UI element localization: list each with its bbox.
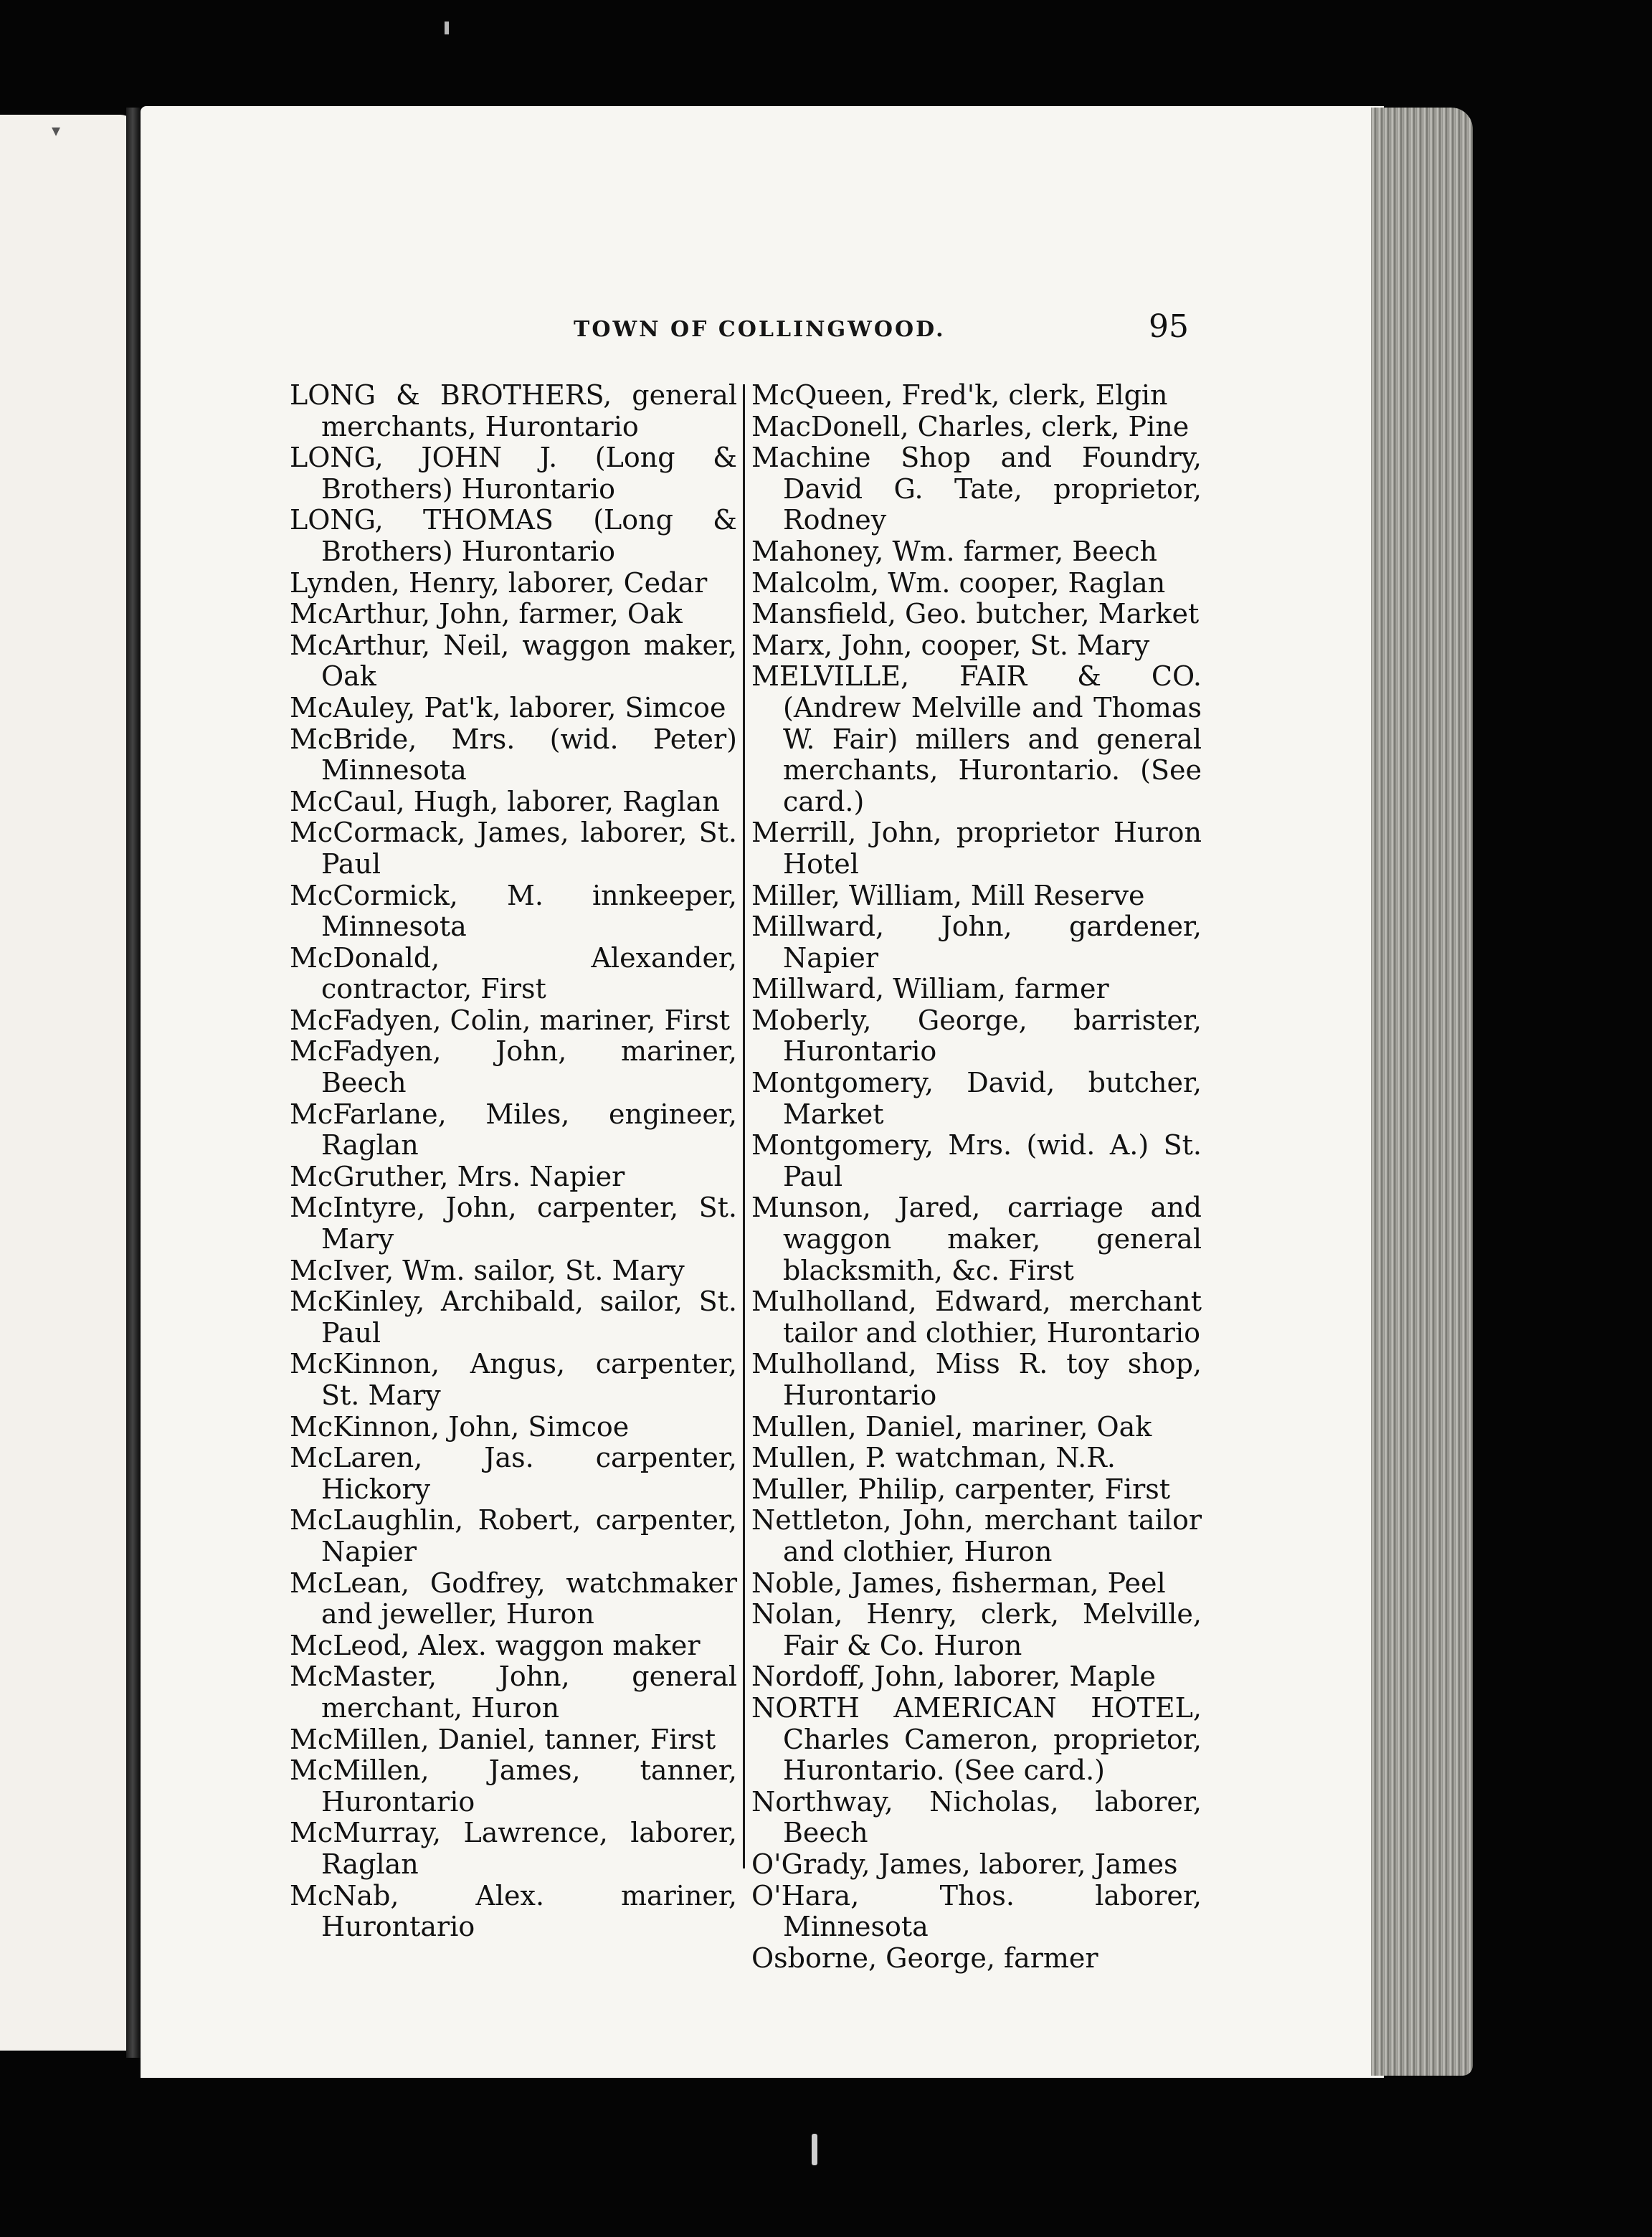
directory-entry: Nolan, Henry, clerk, Melville, Fair & Co. Huron bbox=[751, 1598, 1202, 1661]
directory-entry: McKinley, Archibald, sailor, St. Paul bbox=[290, 1286, 737, 1349]
speck-mark bbox=[445, 22, 449, 34]
directory-entry: McLean, Godfrey, watchmaker and jeweller, Huron bbox=[290, 1567, 737, 1630]
directory-entry: Mulholland, Edward, merchant tailor and clothier, Hurontario bbox=[751, 1286, 1202, 1349]
page-block-edge bbox=[1371, 108, 1473, 2076]
directory-entry: McLaren, Jas. carpenter, Hickory bbox=[290, 1442, 737, 1505]
facing-page-edge bbox=[0, 115, 135, 2051]
directory-entry: Millward, John, gardener, Napier bbox=[751, 911, 1202, 974]
directory-entry: Munson, Jared, carriage and waggon maker, general blacksmith, &c. First bbox=[751, 1192, 1202, 1286]
running-title: TOWN OF COLLINGWOOD. bbox=[574, 317, 946, 342]
directory-entry: McKinnon, Angus, carpenter, St. Mary bbox=[290, 1348, 737, 1411]
directory-entry: McArthur, Neil, waggon maker, Oak bbox=[290, 629, 737, 693]
directory-entry: Lynden, Henry, laborer, Cedar bbox=[290, 566, 708, 599]
directory-entry: McLeod, Alex. waggon maker bbox=[290, 1629, 701, 1661]
directory-entry: McCormack, James, laborer, St. Paul bbox=[290, 817, 737, 880]
directory-entry: Montgomery, Mrs. (wid. A.) St. Paul bbox=[751, 1129, 1202, 1192]
directory-entry: Mansfield, Geo. butcher, Market bbox=[751, 598, 1200, 630]
directory-entry: MacDonell, Charles, clerk, Pine bbox=[751, 410, 1190, 442]
directory-entry: LONG, THOMAS (Long & Brothers) Hurontario bbox=[290, 504, 737, 567]
directory-entry: O'Hara, Thos. laborer, Minnesota bbox=[751, 1879, 1202, 1943]
directory-entry: Machine Shop and Foundry, David G. Tate, proprietor, Rodney bbox=[751, 442, 1202, 536]
directory-entry: McIntyre, John, carpenter, St. Mary bbox=[290, 1192, 737, 1255]
directory-entry: Muller, Philip, carpenter, First bbox=[751, 1473, 1171, 1505]
directory-entry: McBride, Mrs. (wid. Peter) Minnesota bbox=[290, 723, 737, 787]
directory-entry: Osborne, George, farmer bbox=[751, 1942, 1098, 1974]
directory-entry: McMillen, James, tanner, Hurontario bbox=[290, 1754, 737, 1818]
directory-entry: McMurray, Lawrence, laborer, Raglan bbox=[290, 1817, 737, 1880]
directory-entry: Northway, Nicholas, laborer, Beech bbox=[751, 1785, 1202, 1849]
column-divider bbox=[743, 384, 745, 1868]
directory-entry: McFarlane, Miles, engineer, Raglan bbox=[290, 1098, 737, 1162]
directory-entry: Noble, James, fisherman, Peel bbox=[751, 1567, 1166, 1599]
directory-entry: Mahoney, Wm. farmer, Beech bbox=[751, 535, 1157, 567]
directory-entry: LONG, JOHN J. (Long & Brothers) Hurontario bbox=[290, 442, 737, 505]
directory-entry: Marx, John, cooper, St. Mary bbox=[751, 629, 1150, 661]
directory-entry: McMaster, John, general merchant, Huron bbox=[290, 1661, 737, 1724]
directory-entry: McCaul, Hugh, laborer, Raglan bbox=[290, 785, 720, 817]
ink-mark: ▾ bbox=[52, 120, 61, 141]
directory-entry: McFadyen, John, mariner, Beech bbox=[290, 1035, 737, 1099]
directory-entry: Mullen, P. watchman, N.R. bbox=[751, 1442, 1116, 1474]
directory-entry: MELVILLE, FAIR & CO. (Andrew Melville and Thomas W. Fair) millers and general merchants, Hurontario. (See card.) bbox=[751, 660, 1202, 817]
directory-entry: McIver, Wm. sailor, St. Mary bbox=[290, 1254, 685, 1286]
page-number: 95 bbox=[1149, 308, 1189, 345]
directory-entry: Montgomery, David, butcher, Market bbox=[751, 1067, 1202, 1130]
directory-entry: Millward, William, farmer bbox=[751, 973, 1109, 1005]
directory-entry: Miller, William, Mill Reserve bbox=[751, 879, 1145, 911]
directory-entry: Nettleton, John, merchant tailor and clothier, Huron bbox=[751, 1504, 1202, 1567]
directory-entry: McKinnon, John, Simcoe bbox=[290, 1410, 630, 1443]
directory-entry: Moberly, George, barrister, Hurontario bbox=[751, 1004, 1202, 1068]
directory-entry: Nordoff, John, laborer, Maple bbox=[751, 1661, 1156, 1693]
directory-entry: Merrill, John, proprietor Huron Hotel bbox=[751, 817, 1202, 880]
directory-entry: Mulholland, Miss R. toy shop, Hurontario bbox=[751, 1348, 1202, 1411]
directory-entry: McNab, Alex. mariner, Hurontario bbox=[290, 1879, 737, 1943]
directory-entry: McMillen, Daniel, tanner, First bbox=[290, 1723, 716, 1755]
directory-entry: McCormick, M. innkeeper, Minnesota bbox=[290, 879, 737, 943]
directory-entry: NORTH AMERICAN HOTEL, Charles Cameron, proprietor, Hurontario. (See card.) bbox=[751, 1691, 1202, 1787]
directory-entry: McQueen, Fred'k, clerk, Elgin bbox=[751, 379, 1168, 411]
directory-entry: McFadyen, Colin, mariner, First bbox=[290, 1004, 731, 1036]
directory-entry: McLaughlin, Robert, carpenter, Napier bbox=[290, 1504, 737, 1567]
directory-column-right bbox=[751, 380, 1202, 1974]
directory-entry: LONG & BROTHERS, general merchants, Hurontario bbox=[290, 379, 737, 442]
directory-entry: McArthur, John, farmer, Oak bbox=[290, 598, 683, 630]
directory-entry: Malcolm, Wm. cooper, Raglan bbox=[751, 566, 1166, 599]
directory-entry: McDonald, Alexander, contractor, First bbox=[290, 941, 737, 1005]
book-gutter bbox=[126, 108, 141, 2058]
speck-mark bbox=[812, 2134, 817, 2165]
page-header bbox=[141, 308, 1189, 354]
directory-entry: McGruther, Mrs. Napier bbox=[290, 1160, 625, 1192]
directory-entry: Mullen, Daniel, mariner, Oak bbox=[751, 1410, 1152, 1443]
directory-entry: McAuley, Pat'k, laborer, Simcoe bbox=[290, 691, 726, 723]
directory-column-left bbox=[290, 380, 737, 1943]
directory-entry: O'Grady, James, laborer, James bbox=[751, 1848, 1178, 1880]
